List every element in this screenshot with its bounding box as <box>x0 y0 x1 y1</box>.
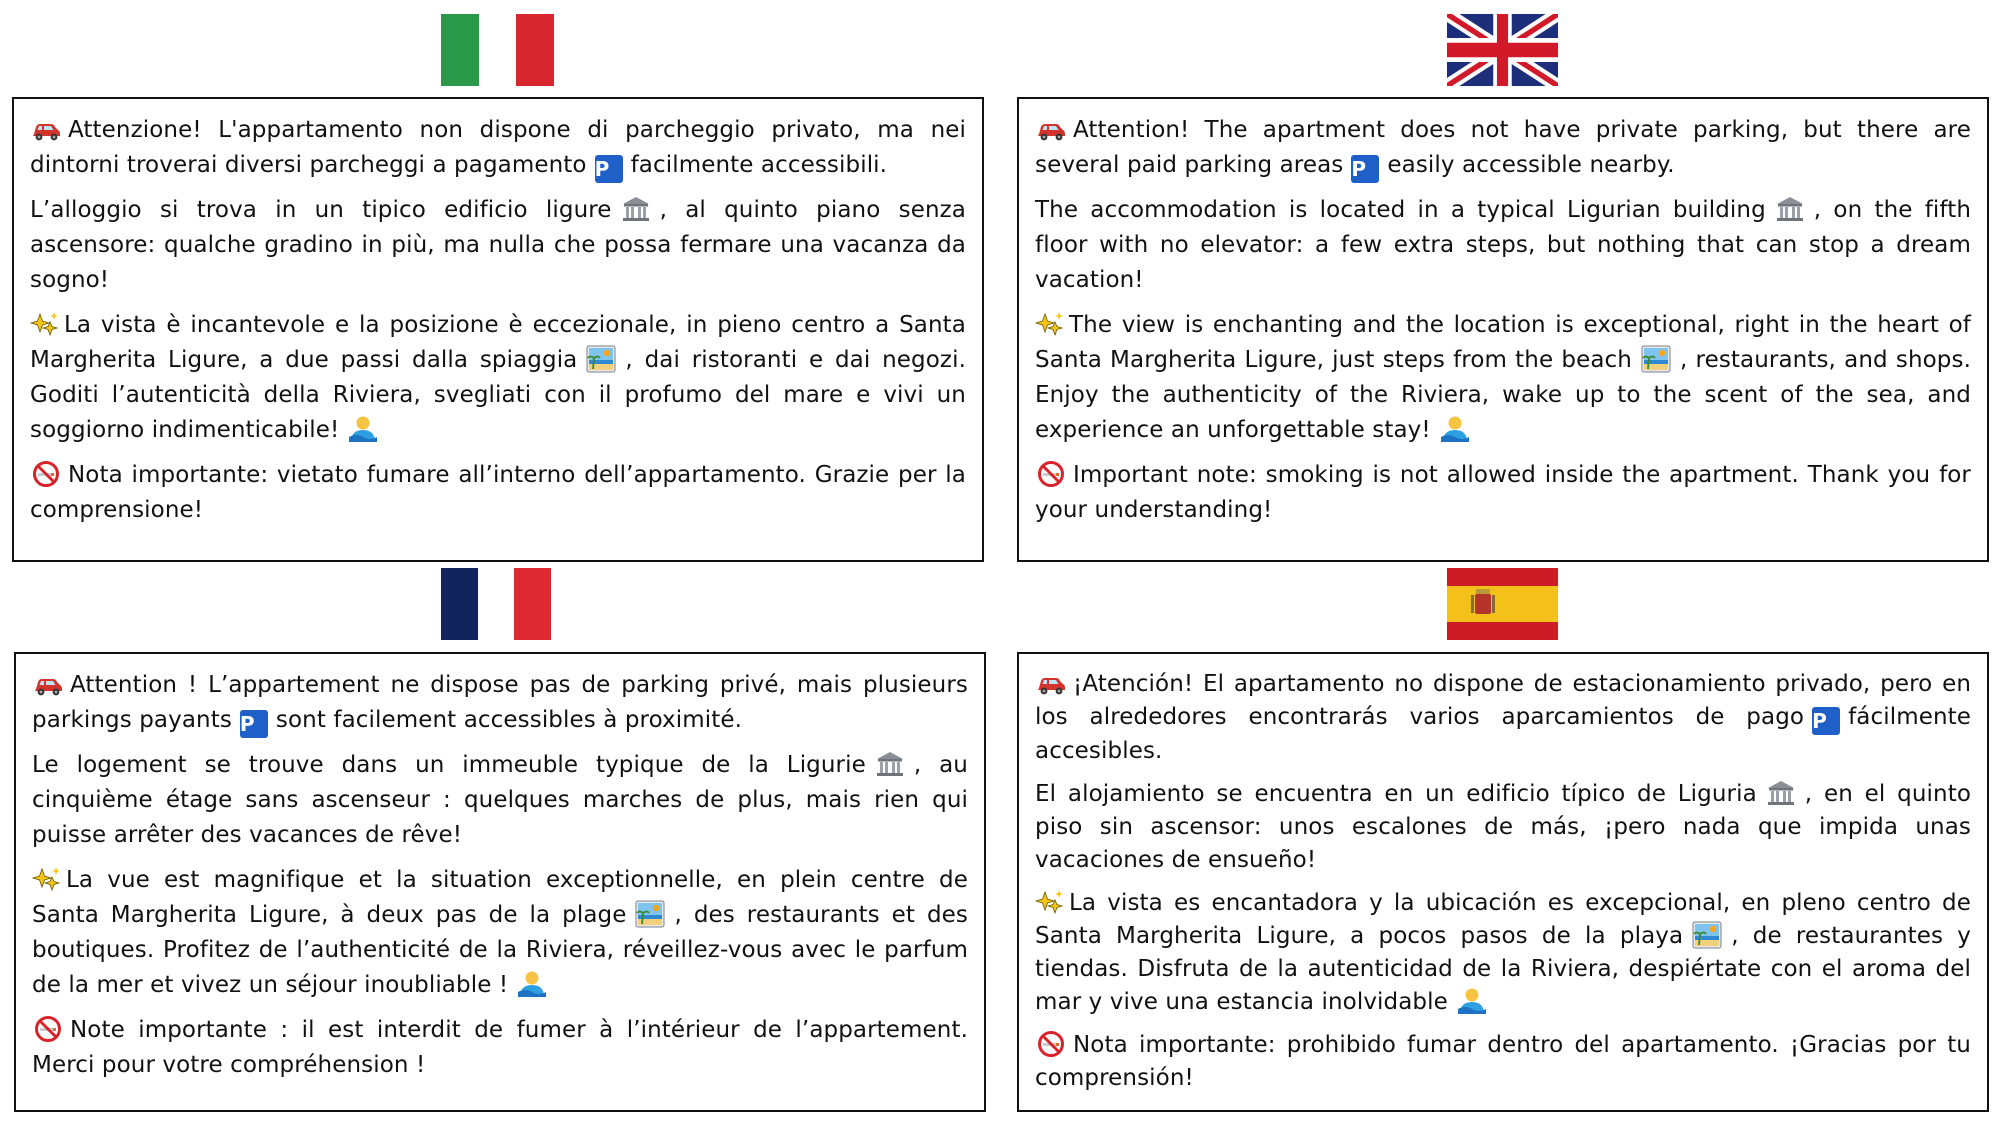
classical-building-icon <box>874 750 906 778</box>
english-description-panel <box>1017 97 1989 562</box>
italian-description-panel <box>12 97 984 562</box>
no-sign-icon <box>30 460 62 488</box>
english-parking-paragraph: Attention! The apartment does not have private parking, but there are several paid parking areas P easily accessible nearby. <box>1035 117 1971 181</box>
no-sign-icon <box>32 1015 64 1043</box>
beach-picture-icon <box>585 345 617 373</box>
beach-picture-icon <box>1640 345 1672 373</box>
classical-building-icon <box>1774 195 1806 223</box>
classical-building-icon <box>620 195 652 223</box>
sparkle-star-icon <box>1035 310 1067 338</box>
beach-picture-icon <box>1691 921 1723 949</box>
french-no-smoking-paragraph: Note importante : il est interdit de fumer à l’intérieur de l’appartement. Merci pour votre compréhension ! <box>32 1017 968 1078</box>
english-no-smoking-paragraph: Important note: smoking is not allowed inside the apartment. Thank you for your understanding! <box>1035 462 1971 523</box>
parking-icon: P <box>1812 707 1840 735</box>
spanish-description-panel <box>1017 652 1989 1112</box>
sparkle-star-icon <box>32 865 64 893</box>
french-description-panel <box>14 652 986 1112</box>
italian-building-paragraph: L’alloggio si trova in un tipico edificio ligure , al quinto piano senza ascensore: qualche gradino in più, ma nulla che possa fermare una vacanza da sogno! <box>30 197 967 293</box>
french-flag <box>441 568 551 640</box>
sparkle-star-icon <box>1035 888 1067 916</box>
english-building-paragraph: The accommodation is located in a typical Ligurian building , on the fifth floor with no elevator: a few extra steps, but nothing that can stop a dream vacation! <box>1035 197 1971 293</box>
sparkle-star-icon <box>30 310 62 338</box>
italian-flag <box>441 14 554 86</box>
car-icon <box>1035 115 1067 143</box>
parking-icon: P <box>1351 155 1379 183</box>
spanish-no-smoking-paragraph: Nota importante: prohibido fumar dentro del apartamento. ¡Gracias por tu comprensión! <box>1035 1032 1971 1091</box>
french-parking-paragraph: Attention ! L’appartement ne dispose pas de parking privé, mais plusieurs parkings payants P sont facilement accessibles à proximité. <box>32 672 968 736</box>
spanish-view-paragraph: La vista es encantadora y la ubicación es excepcional, en pleno centro de Santa Margherita Ligure, a pocos pasos de la playa , de restaurantes y tiendas. Disfruta de la autenticidad de la Riviera, despiértate con el aroma del mar y vive una estancia inolvidable <box>1035 890 1971 1015</box>
italian-no-smoking-paragraph: Nota importante: vietato fumare all’interno dell’appartamento. Grazie per la comprensione! <box>30 462 966 523</box>
car-icon <box>1035 669 1067 697</box>
parking-icon: P <box>240 710 268 738</box>
french-building-paragraph: Le logement se trouve dans un immeuble typique de la Ligurie , au cinquième étage sans ascenseur : quelques marches de plus, mais rien qui puisse arrêter des vacances de rêve! <box>32 752 968 848</box>
car-icon <box>32 670 64 698</box>
classical-building-icon <box>1765 779 1797 807</box>
spanish-parking-paragraph: ¡Atención! El apartamento no dispone de estacionamiento privado, pero en los alrededores encontrarás varios aparcamientos de pago P fácilmente accesibles. <box>1035 671 1971 764</box>
no-sign-icon <box>1035 460 1067 488</box>
person-swimming-icon <box>1456 987 1488 1015</box>
italian-view-paragraph: La vista è incantevole e la posizione è eccezionale, in pieno centro a Santa Margherita Ligure, a due passi dalla spiaggia , dai ristoranti e dai negozi. Goditi l’autenticità della Riviera, svegliati con il profumo del mare e vivi un soggiorno indimenticabile! <box>30 312 966 443</box>
english-view-paragraph: The view is enchanting and the location is exceptional, right in the heart of Santa Margherita Ligure, just steps from the beach , restaurants, and shops. Enjoy the authenticity of the Riviera, wake up to the scent of the sea, and experience an unforgettable stay! <box>1035 312 1971 443</box>
uk-flag <box>1447 14 1558 86</box>
car-icon <box>30 115 62 143</box>
person-swimming-icon <box>347 415 379 443</box>
beach-picture-icon <box>634 900 666 928</box>
person-swimming-icon <box>1439 415 1471 443</box>
no-sign-icon <box>1035 1030 1067 1058</box>
spanish-building-paragraph: El alojamiento se encuentra en un edificio típico de Liguria , en el quinto piso sin ascensor: unos escalones de más, ¡pero nada que impida unas vacaciones de ensueño! <box>1035 781 1971 873</box>
italian-parking-paragraph: Attenzione! L'appartamento non dispone di parcheggio privato, ma nei dintorni troverai diversi parcheggi a pagamento P facilmente accessibili. <box>30 117 966 181</box>
parking-icon: P <box>595 155 623 183</box>
french-view-paragraph: La vue est magnifique et la situation exceptionnelle, en plein centre de Santa Margherita Ligure, à deux pas de la plage , des restaurants et des boutiques. Profitez de l’authenticité de la Riviera, réveillez-vous avec le parfum de la mer et vivez un séjour inoubliable ! <box>32 867 969 998</box>
person-swimming-icon <box>516 970 548 998</box>
spanish-flag <box>1447 568 1558 640</box>
